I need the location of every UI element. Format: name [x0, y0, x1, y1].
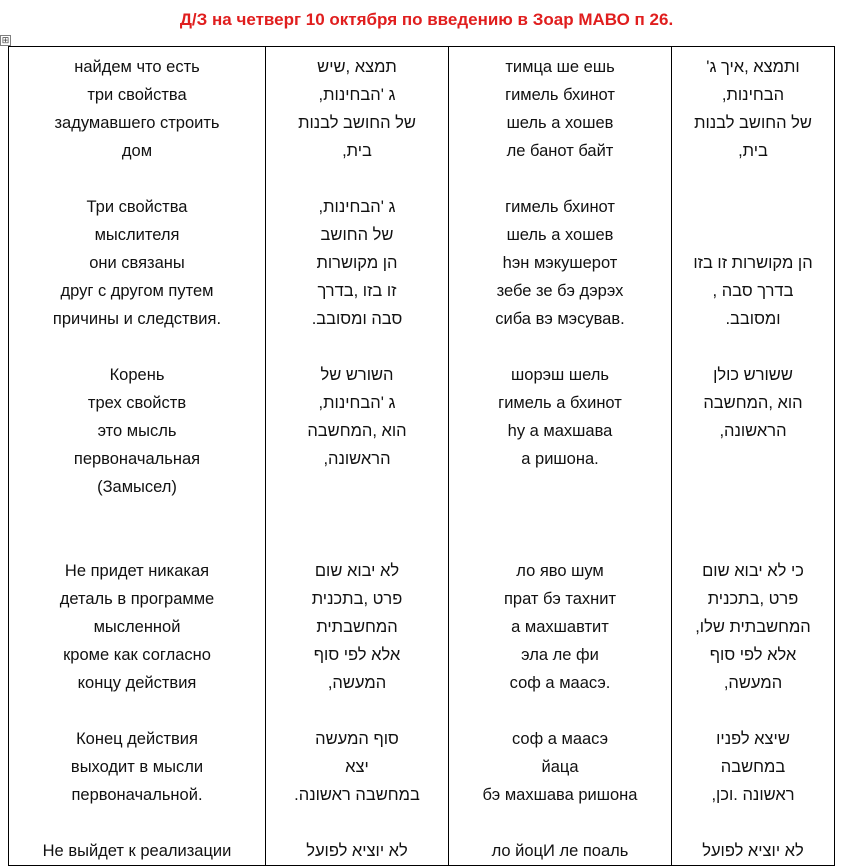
cell-line	[676, 221, 830, 249]
cell-line: המעשה,	[723, 674, 783, 692]
cell-line: шель а хошев	[506, 226, 614, 244]
cell-line	[676, 473, 830, 501]
cell-line	[453, 333, 667, 361]
cell-line	[676, 697, 830, 725]
cell-line: זו בזו ,בדרך	[317, 282, 397, 300]
cell-line: ле банот байт	[506, 142, 614, 160]
cell-line: первоначальной.	[71, 786, 203, 804]
cell-line: соф а маасэ	[511, 730, 609, 748]
cell-line: концу действия	[77, 674, 197, 692]
cell-line: לא יוציא לפועל	[306, 842, 408, 860]
cell-line: המחשבתית שלו,	[695, 618, 811, 636]
cell-line	[270, 809, 444, 837]
cell-line	[453, 473, 667, 501]
cell-line: прат бэ тахнит	[503, 590, 617, 608]
cell-line: дом	[121, 142, 153, 160]
cell-line	[13, 165, 261, 193]
cell-line: йаца	[541, 758, 579, 776]
cell-line	[453, 809, 667, 837]
cell-line: ג 'הבחינות,	[318, 198, 396, 216]
cell-line: ראשונה .וכן,	[711, 786, 795, 804]
cell-line	[676, 165, 830, 193]
cell-line: הבחינות,	[721, 86, 785, 104]
cell-line: выходит в мысли	[70, 758, 204, 776]
cell-line: ששורש כולן	[713, 366, 793, 384]
cell-line	[13, 809, 261, 837]
cell-line	[676, 333, 830, 361]
cell-line: а махшавтит	[511, 618, 609, 636]
cell-line: לא יוציא לפועל	[702, 842, 804, 860]
cell-line: первоначальная	[73, 450, 201, 468]
cell-line: причины и следствия.	[52, 310, 222, 328]
cell-line: של החושב לבנות	[298, 114, 416, 132]
cell-line	[453, 165, 667, 193]
transliteration-column	[449, 47, 672, 866]
page-title: Д/З на четверг 10 октября по введению в Зоар МАВО п 26.	[179, 10, 674, 29]
cell-line: соф а маасэ.	[509, 674, 611, 692]
cell-line: зебе зе бэ дэрэх	[496, 282, 624, 300]
cell-line: шорэш шель	[511, 366, 609, 384]
cell-line: הן מקושרות זו בזו	[693, 254, 813, 272]
cell-line: יצא	[345, 758, 369, 776]
cell-line: hу а махшава	[507, 422, 613, 440]
cell-line	[13, 529, 261, 557]
cell-line: ג 'הבחינות,	[318, 394, 396, 412]
cell-line	[13, 697, 261, 725]
cell-line: אלא לפי סוף	[313, 646, 401, 664]
cell-line: הן מקושרות	[316, 254, 398, 272]
russian-column	[9, 47, 266, 866]
cell-line: ло яво шум	[516, 562, 604, 580]
cell-line: мыслителя	[94, 226, 180, 244]
cell-line: трех свойств	[87, 394, 187, 412]
cell-line: Конец действия	[76, 730, 198, 748]
cell-line: Не придет никакая	[64, 562, 210, 580]
table-row	[9, 47, 835, 866]
cell-line: задумавшего строить	[54, 114, 220, 132]
cell-line	[676, 445, 830, 473]
cell-line: они связаны	[89, 254, 185, 272]
cell-line	[270, 473, 444, 501]
cell-line: гимель а бхинот	[498, 394, 622, 412]
cell-line: במחשבה ראשונה.	[294, 786, 420, 804]
translation-table	[8, 46, 835, 866]
cell-line: השורש של	[320, 366, 394, 384]
cell-line: ג 'הבחינות,	[318, 86, 396, 104]
cell-line	[453, 529, 667, 557]
cell-line: три свойства	[87, 86, 187, 104]
cell-line	[676, 529, 830, 557]
cell-line	[270, 697, 444, 725]
cell-line: Не выйдет к реализации	[42, 842, 232, 860]
cell-line: тимца ше ешь	[505, 58, 615, 76]
cell-line	[453, 501, 667, 529]
cell-line: המעשה,	[327, 674, 387, 692]
cell-line: гимель бхинот	[505, 198, 615, 216]
cell-line: это мысль	[97, 422, 177, 440]
cell-line: кроме как согласно	[63, 646, 211, 664]
cell-line: המחשבתית	[316, 618, 398, 636]
cell-line: ותמצא ,איך ג'	[706, 58, 800, 76]
cell-line: סבה ומסובב.	[311, 310, 403, 328]
cell-line: הוא ,המחשבה	[307, 422, 407, 440]
cell-line: шель а хошев	[506, 114, 614, 132]
cell-line: תמצא ,שיש	[317, 58, 397, 76]
cell-line: בדרך סבה ,	[712, 282, 794, 300]
cell-line: במחשבה	[720, 758, 786, 776]
cell-line: деталь в программе	[59, 590, 215, 608]
cell-line: друг с другом путем	[60, 282, 214, 300]
cell-line: הראשונה,	[323, 450, 391, 468]
cell-line: найдем что есть	[74, 58, 200, 76]
cell-line: ומסובב.	[725, 310, 781, 328]
cell-line	[676, 193, 830, 221]
cell-line: hэн мэкушерот	[502, 254, 618, 272]
cell-line: אלא לפי סוף	[709, 646, 797, 664]
cell-line	[13, 501, 261, 529]
cell-line	[270, 501, 444, 529]
cell-line: мысленной	[93, 618, 181, 636]
table-move-handle-icon[interactable]: ⊞	[1, 35, 10, 45]
cell-line: בית,	[342, 142, 372, 160]
cell-line: Корень	[109, 366, 165, 384]
cell-line: שיצא לפניו	[716, 730, 790, 748]
cell-line: כי לא יבוא שום	[702, 562, 804, 580]
cell-line: гимель бхинот	[505, 86, 615, 104]
cell-line: לא יבוא שום	[314, 562, 400, 580]
cell-line: (Замысел)	[97, 478, 177, 496]
cell-line: бэ махшава ришона	[482, 786, 638, 804]
cell-line: а ришона.	[521, 450, 599, 468]
cell-line: эла ле фи	[521, 646, 599, 664]
cell-line	[13, 333, 261, 361]
cell-line	[676, 809, 830, 837]
cell-line: הראשונה,	[719, 422, 787, 440]
cell-line: פרט ,בתכנית	[707, 590, 799, 608]
cell-line: ло йоцИ ле поаль	[491, 842, 629, 860]
cell-line: סוף המעשה	[315, 730, 399, 748]
cell-line	[676, 501, 830, 529]
hebrew-full-column	[672, 47, 835, 866]
cell-line: פרט ,בתכנית	[311, 590, 403, 608]
cell-line	[270, 165, 444, 193]
cell-line	[270, 333, 444, 361]
cell-line: сиба вэ мэсував.	[495, 310, 625, 328]
cell-line	[453, 697, 667, 725]
cell-line: של החושב לבנות	[694, 114, 812, 132]
hebrew-short-column	[266, 47, 449, 866]
cell-line: של החושב	[320, 226, 394, 244]
cell-line: Три свойства	[86, 198, 188, 216]
cell-line: בית,	[738, 142, 768, 160]
cell-line: הוא ,המחשבה	[703, 394, 803, 412]
cell-line	[270, 529, 444, 557]
